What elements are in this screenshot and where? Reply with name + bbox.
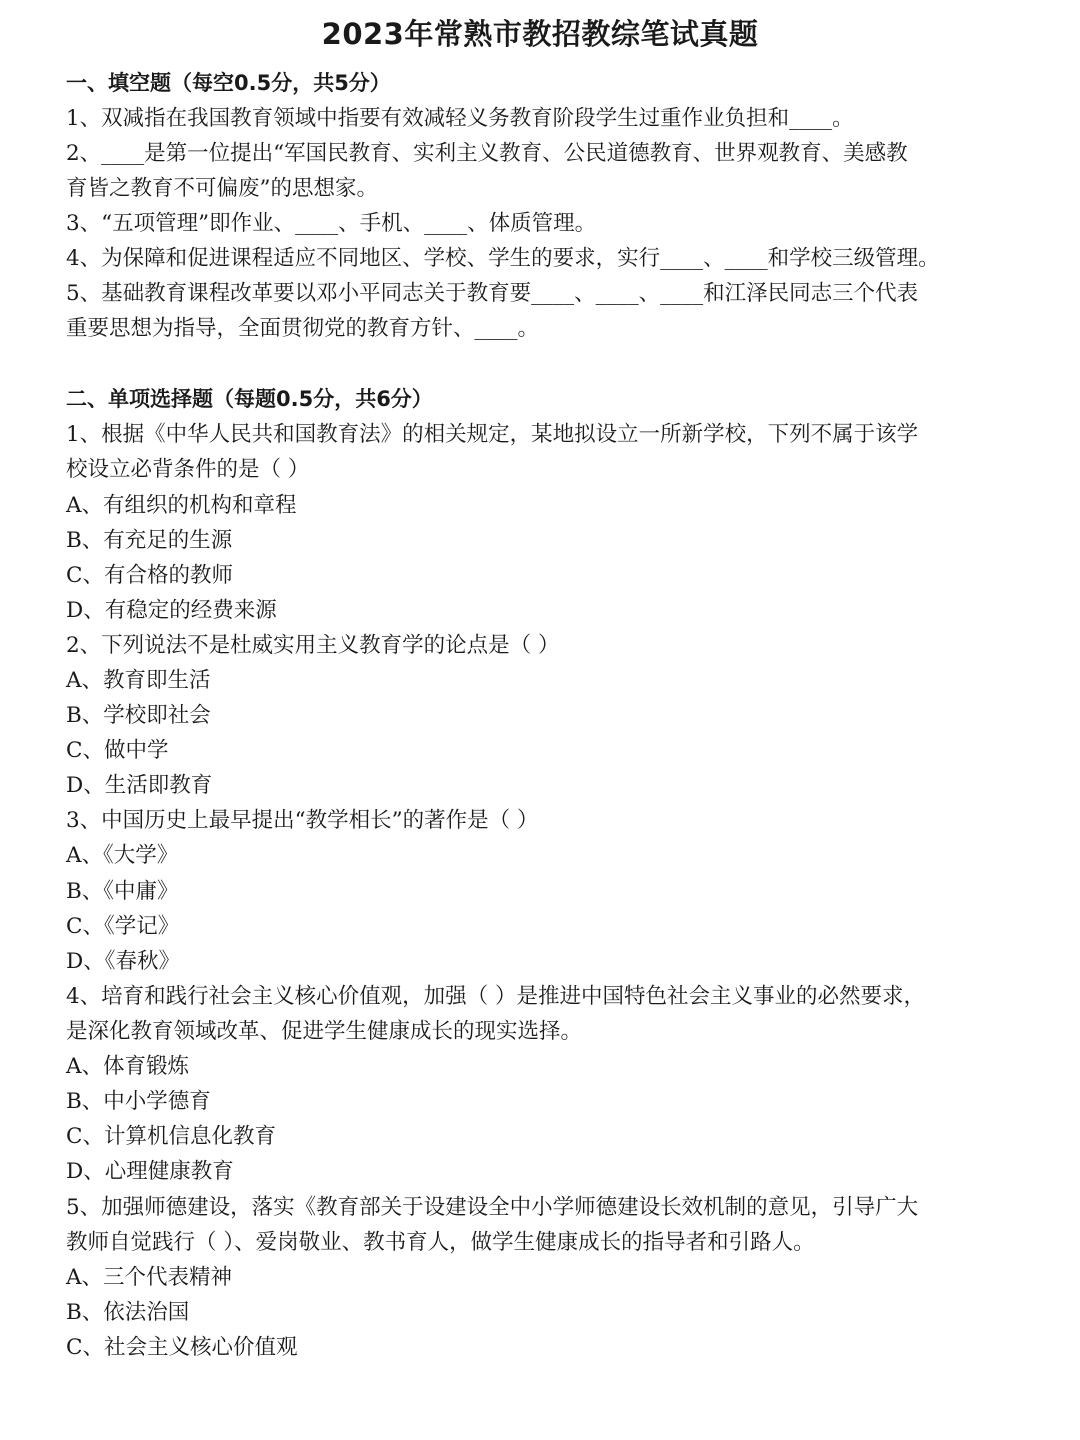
question-line: 2、____是第一位提出“军国民教育、实利主义教育、公民道德教育、世界观教育、美感教 [66,141,908,166]
question-line: 育皆之教育不可偏废”的思想家。 [66,176,378,201]
section-heading-single-choice: 二、单项选择题（每题0.5分，共6分） [66,387,433,411]
option-line: B、中小学德育 [66,1089,211,1114]
question-line: 3、中国历史上最早提出“教学相长”的著作是（ ） [66,808,539,833]
option-line: B、学校即社会 [66,703,211,728]
option-line: C、有合格的教师 [66,563,233,588]
option-line: A、有组织的机构和章程 [66,493,297,518]
option-line: D、心理健康教育 [66,1159,234,1184]
question-line: 重要思想为指导，全面贯彻党的教育方针、____。 [66,316,540,341]
option-line: D、有稳定的经费来源 [66,598,277,623]
option-line: B、《中庸》 [66,879,179,904]
question-line: 3、“五项管理”即作业、____、手机、____、体质管理。 [66,211,597,236]
option-line: C、社会主义核心价值观 [66,1335,298,1360]
option-line: A、体育锻炼 [66,1054,190,1079]
option-line: B、依法治国 [66,1300,190,1325]
option-line: D、生活即教育 [66,773,213,798]
section-heading-fill-blank: 一、填空题（每空0.5分，共5分） [66,71,391,95]
question-line: 4、培育和践行社会主义核心价值观，加强（ ）是推进中国特色社会主义事业的必然要求， [66,984,926,1009]
question-line: 教师自觉践行（ ）、爱岗敬业、教书育人，做学生健康成长的指导者和引路人。 [66,1230,815,1255]
question-line: 1、根据《中华人民共和国教育法》的相关规定，某地拟设立一所新学校，下列不属于该学 [66,422,919,447]
option-line: C、计算机信息化教育 [66,1124,276,1149]
option-line: C、做中学 [66,738,169,763]
page-title: 2023年常熟市教招教综笔试真题 [321,17,759,51]
question-line: 2、下列说法不是杜威实用主义教育学的论点是（ ） [66,633,560,658]
option-line: D、《春秋》 [66,949,180,974]
option-line: A、《大学》 [66,843,179,868]
question-line: 5、基础教育课程改革要以邓小平同志关于教育要____、____、____和江泽民同志三个代表 [66,281,919,306]
option-line: A、三个代表精神 [66,1265,233,1290]
option-line: C、《学记》 [66,914,180,939]
question-line: 4、为保障和促进课程适应不同地区、学校、学生的要求，实行____、____和学校三级管理。 [66,246,940,271]
option-line: A、教育即生活 [66,668,211,693]
question-line: 是深化教育领域改革、促进学生健康成长的现实选择。 [66,1019,583,1044]
option-line: B、有充足的生源 [66,528,233,553]
question-line: 校设立必背条件的是（ ） [66,457,310,482]
question-line: 5、加强师德建设，落实《教育部关于设建设全中小学师德建设长效机制的意见，引导广大 [66,1195,919,1220]
question-line: 1、双减指在我国教育领域中指要有效减轻义务教育阶段学生过重作业负担和____。 [66,106,854,131]
